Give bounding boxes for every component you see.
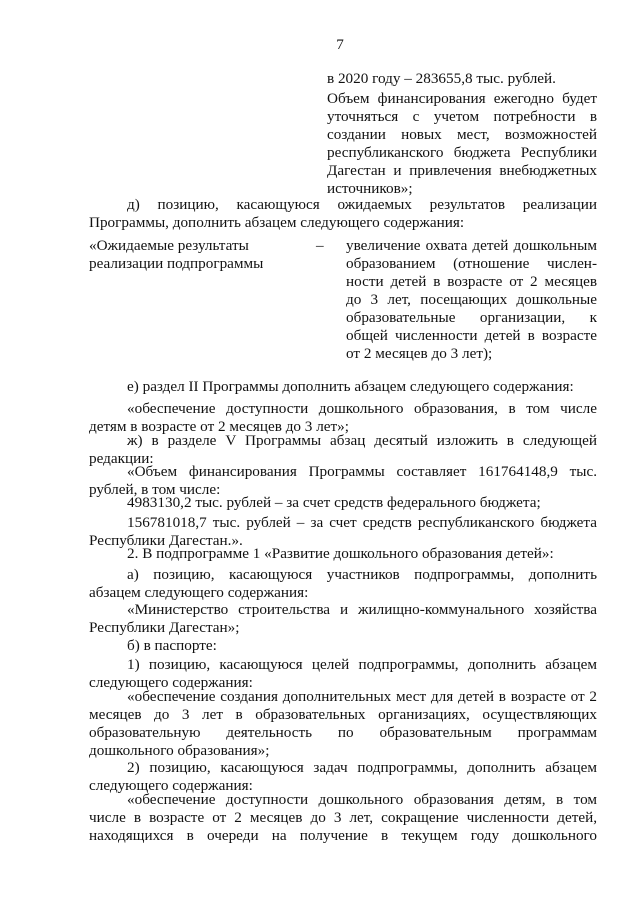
- item-d-paragraph: д) позицию, касающуюся ожидаемых результатов реализации Программы, дополнить абзацем следующего содержания:: [89, 196, 597, 231]
- item-a-paragraph: а) позицию, касающуюся участников подпрограммы, дополнить абзацем следующего содержания:: [89, 566, 597, 601]
- financing-note: Объем финансирования ежегодно будет уточняться с учетом потребности в создании новых мест, возможностей республиканского бюджета Республики Дагестан и привлечения внебюджетных источников»;: [327, 90, 597, 197]
- additional-places-paragraph: «обеспечение создания дополнительных мест для детей в возрасте от 2 месяцев до 3 лет в образовательных организациях, осуществляющих образовательную деятельность по образовательным программам дошкольного образования»;: [89, 688, 597, 759]
- goals-position-paragraph: 1) позицию, касающуюся целей подпрограммы, дополнить абзацем следующего содержания:: [89, 656, 597, 691]
- ministry-paragraph: «Министерство строительства и жилищно-коммунального хозяйства Республики Дагестан»;: [89, 601, 597, 636]
- item-b-heading: б) в паспорте:: [127, 637, 217, 654]
- federal-budget-line: 4983130,2 тыс. рублей – за счет средств федерального бюджета;: [127, 494, 541, 511]
- financing-continuation: [327, 70, 597, 198]
- results-table-value: увеличение охвата детей дошкольным образованием (отношение числен-ности детей в возрасте от 2 месяцев до 3 лет, посещающих дошкольные образовательные организации, к общей численности детей в возрасте от 2 месяцев до 3 лет);: [346, 237, 597, 362]
- results-table-label: «Ожидаемые результаты реализации подпрограммы: [89, 237, 264, 272]
- item-e-paragraph: е) раздел II Программы дополнить абзацем следующего содержания:: [127, 378, 574, 395]
- subprogram-1-heading: 2. В подпрограмме 1 «Развитие дошкольного образования детей»:: [127, 545, 554, 562]
- page-number: 7: [336, 36, 344, 53]
- financing-total-paragraph: «Объем финансирования Программы составляет 161764148,9 тыс. рублей, в том числе:: [89, 463, 597, 498]
- tasks-position-paragraph: 2) позицию, касающуюся задач подпрограммы, дополнить абзацем следующего содержания:: [89, 759, 597, 794]
- results-table-dash: –: [316, 237, 324, 254]
- item-e-text: «обеспечение доступности дошкольного образования, в том числе детям в возрасте от 2 месяцев до 3 лет»;: [89, 400, 597, 435]
- financing-year-2020: в 2020 году – 283655,8 тыс. рублей.: [327, 70, 556, 87]
- accessibility-paragraph: «обеспечение доступности дошкольного образования детям, в том числе в возрасте от 2 месяцев до 3 лет, сокращение численности детей, находящихся в очереди на получение в текущем году дошкольного: [89, 791, 597, 844]
- republic-budget-paragraph: 156781018,7 тыс. рублей – за счет средств республиканского бюджета Республики Дагестан.».: [89, 514, 597, 549]
- item-zh-paragraph: ж) в разделе V Программы абзац десятый изложить в следующей редакции:: [89, 432, 597, 467]
